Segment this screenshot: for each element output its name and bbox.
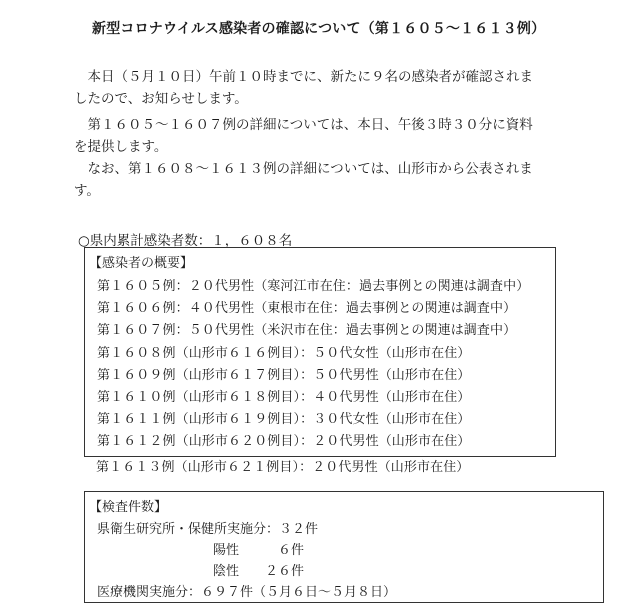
cases-summary-box [84, 247, 556, 457]
paragraph-line: 第１６０５～１６０７例の詳細については、本日、午後３時３０分に資料 [74, 117, 533, 133]
paragraph-line: したので、お知らせします。 [74, 91, 248, 107]
case-row: 第１６１０例（山形市６１８例目）：４０代男性（山形市在住） [97, 390, 471, 405]
cases-summary-heading: 【感染者の概要】 [89, 256, 194, 271]
test-counts-heading: 【検査件数】 [89, 500, 168, 515]
paragraph-line: す。 [74, 183, 100, 199]
negative-count: 陰性 ２６件 [213, 564, 305, 579]
paragraph-details-schedule [74, 114, 594, 158]
paragraph-line: 本日（５月１０日）午前１０時までに、新たに９名の感染者が確認されま [74, 69, 533, 85]
paragraph-line: を提供します。 [74, 139, 168, 155]
test-counts-box [84, 491, 604, 603]
case-row: 第１６０５例：２０代男性（寒河江市在住：過去事例との関連は調査中） [97, 279, 530, 294]
positive-count: 陽性 ６件 [213, 543, 305, 558]
medical-institution-tests: 医療機関実施分：６９７件（５月６日～５月８日） [97, 585, 397, 600]
case-row: 第１６１２例（山形市６２０例目）：２０代男性（山形市在住） [97, 434, 471, 449]
case-row: 第１６０９例（山形市６１７例目）：５０代男性（山形市在住） [97, 368, 471, 383]
case-row: 第１６０８例（山形市６１６例目）：５０代女性（山形市在住） [97, 346, 471, 361]
paragraph-announcement [74, 66, 594, 110]
paragraph-line: なお、第１６０８～１６１３例の詳細については、山形市から公表されま [74, 161, 533, 177]
case-row: 第１６１１例（山形市６１９例目）：３０代女性（山形市在住） [97, 412, 471, 427]
case-row: 第１６１３例（山形市６２１例目）：２０代男性（山形市在住） [96, 460, 470, 475]
document-title: 新型コロナウイルス感染者の確認について（第１６０５～１６１３例） [92, 21, 546, 37]
case-row: 第１６０７例：５０代男性（米沢市在住：過去事例との関連は調査中） [97, 323, 517, 338]
paragraph-yamagata-city [74, 158, 594, 202]
case-row: 第１６０６例：４０代男性（東根市在住：過去事例との関連は調査中） [97, 301, 517, 316]
public-lab-tests: 県衛生研究所・保健所実施分：３２件 [97, 522, 319, 537]
cumulative-cases: ○県内累計感染者数：１，６０８名 [78, 233, 293, 249]
